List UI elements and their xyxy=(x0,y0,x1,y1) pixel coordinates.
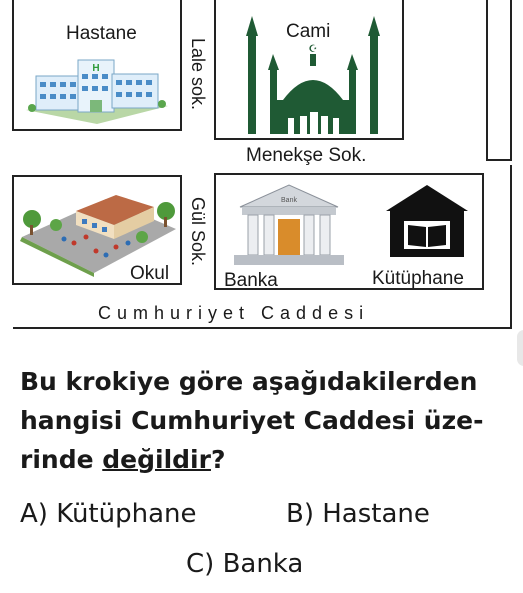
question-part1: Bu krokiye göre aşağıdakilerden hangisi Cumhuriyet Caddesi üze-rinde xyxy=(20,367,484,474)
bank-library-block xyxy=(214,173,484,290)
option-a[interactable]: A) Kütüphane xyxy=(20,499,197,529)
school-label: Okul xyxy=(130,263,170,284)
mosque-icon xyxy=(238,8,388,136)
option-c[interactable]: C) Banka xyxy=(186,549,304,579)
hospital-label: Hastane xyxy=(66,23,137,44)
page-edge-tab xyxy=(517,330,523,366)
hospital-block xyxy=(12,0,182,131)
question-part2: ? xyxy=(210,445,226,474)
menekse-street-label: Menekşe Sok. xyxy=(246,145,367,166)
question-emphasis: değildir xyxy=(102,445,211,474)
svg-text:Bank: Bank xyxy=(281,197,297,204)
svg-text:H: H xyxy=(92,63,100,74)
mosque-label: Cami xyxy=(286,21,331,42)
gul-street-label: Gül Sok. xyxy=(188,197,208,267)
mosque-block xyxy=(214,0,404,140)
option-b[interactable]: B) Hastane xyxy=(286,499,430,529)
question-text xyxy=(20,362,520,479)
svg-text:☪: ☪ xyxy=(308,44,318,55)
library-label: Kütüphane xyxy=(372,268,464,289)
lale-street-label: Lale sok. xyxy=(188,38,208,111)
bank-label: Banka xyxy=(224,270,278,291)
library-icon xyxy=(382,183,472,263)
bank-icon xyxy=(230,181,348,267)
cumhuriyet-avenue-label: Cumhuriyet Caddesi xyxy=(98,303,370,323)
hospital-icon xyxy=(22,48,172,126)
school-block xyxy=(12,175,182,285)
